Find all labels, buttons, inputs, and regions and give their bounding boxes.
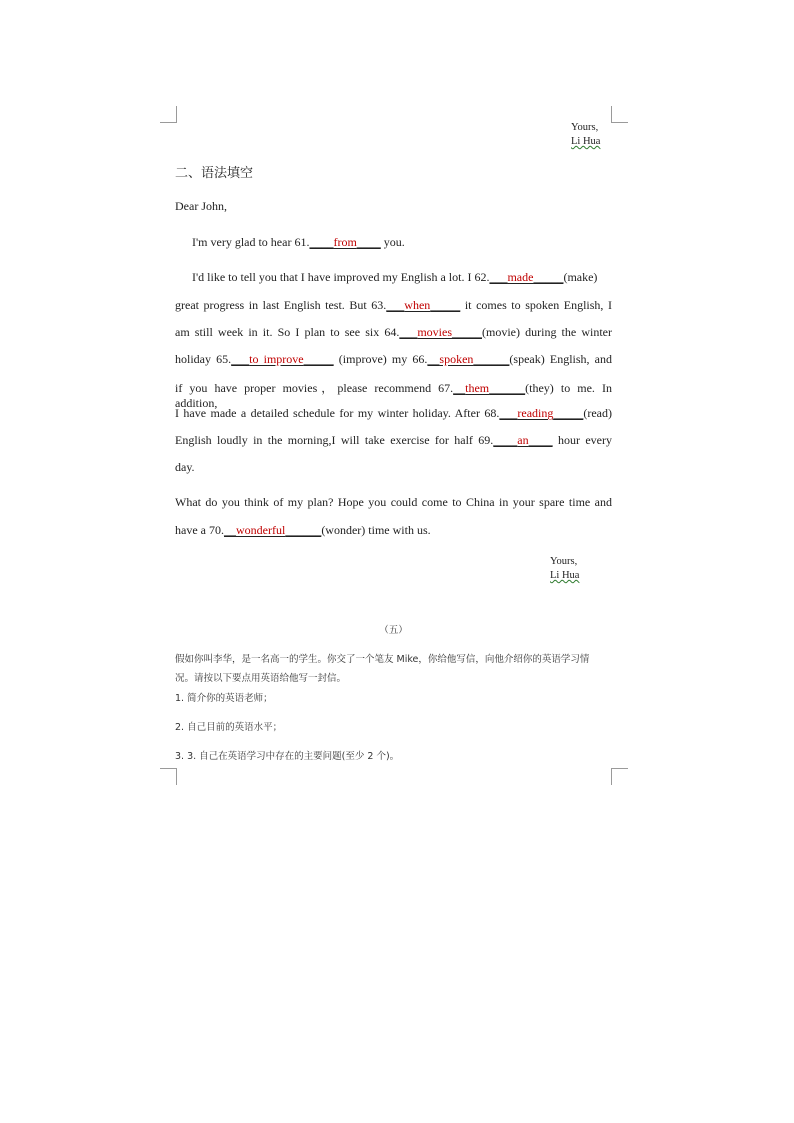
answer-70: wonderful [235,523,286,537]
prompt-line-2: 况。请按以下要点用英语给他写一封信。 [175,673,347,684]
top-signature-name: Li Hua [571,136,601,147]
answer-65: to improve [249,352,304,366]
paragraph-2-line-3: am still week in it. So I plan to see six 64.___movies_____(movie) during the winter [175,325,612,339]
greeting: Dear John, [175,199,227,213]
bottom-signature [550,555,579,583]
prompt-line-1: 假如你叫李华，是一名高一的学生。你交了一个笔友 Mike，你给他写信，向他介绍你的英语学习情 [175,654,590,665]
paragraph-2-line-6: I have made a detailed schedule for my winter holiday. After 68.___reading_____(read) [175,406,612,420]
paragraph-2-line-1: I'd like to tell you that I have improved my English a lot. I 62.___made_____(make) [192,270,598,284]
crop-mark-bottom-right [611,768,628,785]
paragraph-2-line-5: if you have proper movies，please recommend 67.__them______(they) to me. In addition, [175,381,612,410]
section-title: 二、语法填空 [175,166,254,181]
part-label: （五） [379,625,408,636]
paragraph-2-line-2: great progress in last English test. But 63.___when_____ it comes to spoken English, I [175,298,612,312]
crop-mark-bottom-left [160,768,177,785]
paragraph-3-line-2: have a 70.__wonderful______(wonder) time with us. [175,523,431,537]
answer-62: made [507,270,534,284]
answer-63: when [404,298,431,312]
answer-66: spoken [439,352,474,366]
answer-64: movies [417,325,452,339]
paragraph-2-line-8: day. [175,460,195,474]
prompt-item-3: 3. 3. 自己在英语学习中存在的主要问题(至少 2 个)。 [175,751,400,762]
crop-mark-top-right [611,106,628,123]
top-signature-closing: Yours, [571,122,599,133]
paragraph-2-line-7: English loudly in the morning,I will take exercise for half 69.____an____ hour every [175,433,612,447]
paragraph-1: I'm very glad to hear 61.____from____ you. [192,235,405,249]
prompt-item-1: 1. 简介你的英语老师； [175,693,273,704]
answer-61: from [333,235,357,249]
answer-69: an [517,433,529,447]
prompt-item-2: 2. 自己目前的英语水平； [175,722,283,733]
crop-mark-top-left [160,106,177,123]
answer-68: reading [517,406,554,420]
answer-67: them [465,381,490,395]
top-signature [571,121,600,149]
bottom-signature-name: Li Hua [550,570,580,581]
paragraph-3-line-1: What do you think of my plan? Hope you could come to China in your spare time and [175,495,612,509]
bottom-signature-closing: Yours, [550,556,578,567]
paragraph-2-line-4: holiday 65.___to improve_____ (improve) my 66.__spoken______(speak) English, and [175,352,613,366]
